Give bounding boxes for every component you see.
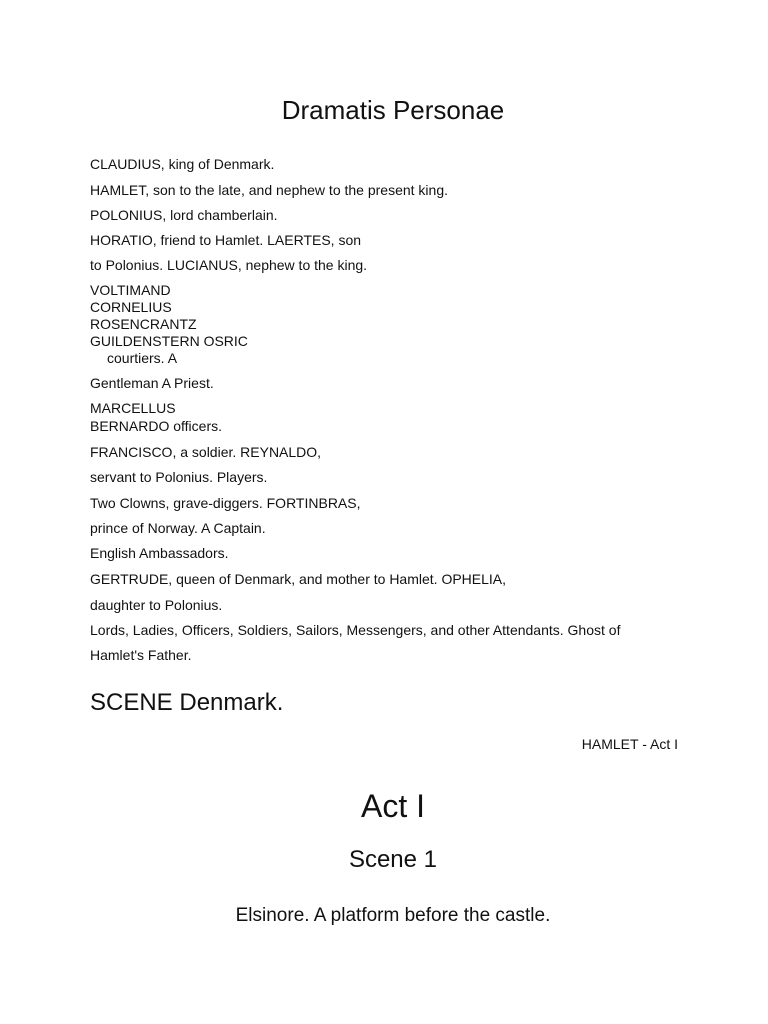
cast-line-attendants: Lords, Ladies, Officers, Soldiers, Sailors, Messengers, and other Attendants. Ghost of — [90, 622, 621, 638]
cast-line-gertrude: GERTRUDE, queen of Denmark, and mother to Hamlet. OPHELIA, — [90, 571, 507, 587]
cast-line-marcellus: MARCELLUS — [90, 400, 176, 416]
scene-heading: SCENE Denmark. — [90, 689, 284, 716]
cast-line-claudius: CLAUDIUS, king of Denmark. — [90, 156, 275, 172]
cast-line-hamlet: HAMLET, son to the late, and nephew to the present king. — [90, 182, 448, 198]
cast-line-cornelius: CORNELIUS — [90, 299, 172, 315]
cast-line-gentleman: Gentleman A Priest. — [90, 375, 214, 391]
cast-line-bernardo: BERNARDO officers. — [90, 418, 222, 434]
running-head: HAMLET - Act I — [581, 736, 678, 752]
cast-line-rosencrantz: ROSENCRANTZ — [90, 316, 197, 332]
cast-line-guildenstern: GUILDENSTERN OSRIC — [90, 333, 248, 349]
scene-number: Scene 1 — [348, 846, 438, 873]
cast-line-laertes-continued: to Polonius. LUCIANUS, nephew to the king. — [90, 257, 368, 273]
cast-line-clowns: Two Clowns, grave-diggers. FORTINBRAS, — [90, 495, 361, 511]
cast-line-horatio: HORATIO, friend to Hamlet. LAERTES, son — [90, 232, 362, 248]
cast-line-polonius: POLONIUS, lord chamberlain. — [90, 207, 278, 223]
cast-line-ghost-continued: Hamlet's Father. — [90, 647, 192, 663]
scene-setting: Elsinore. A platform before the castle. — [235, 905, 551, 926]
cast-line-ambassadors: English Ambassadors. — [90, 545, 229, 561]
cast-line-courtiers: courtiers. A — [107, 350, 178, 366]
cast-line-voltimand: VOLTIMAND — [90, 282, 171, 298]
cast-line-ophelia-continued: daughter to Polonius. — [90, 597, 223, 613]
cast-line-francisco: FRANCISCO, a soldier. REYNALDO, — [90, 444, 322, 460]
cast-line-reynaldo-continued: servant to Polonius. Players. — [90, 469, 268, 485]
page-title: Dramatis Personae — [281, 95, 505, 125]
act-title: Act I — [360, 788, 425, 824]
cast-line-fortinbras-continued: prince of Norway. A Captain. — [90, 520, 266, 536]
